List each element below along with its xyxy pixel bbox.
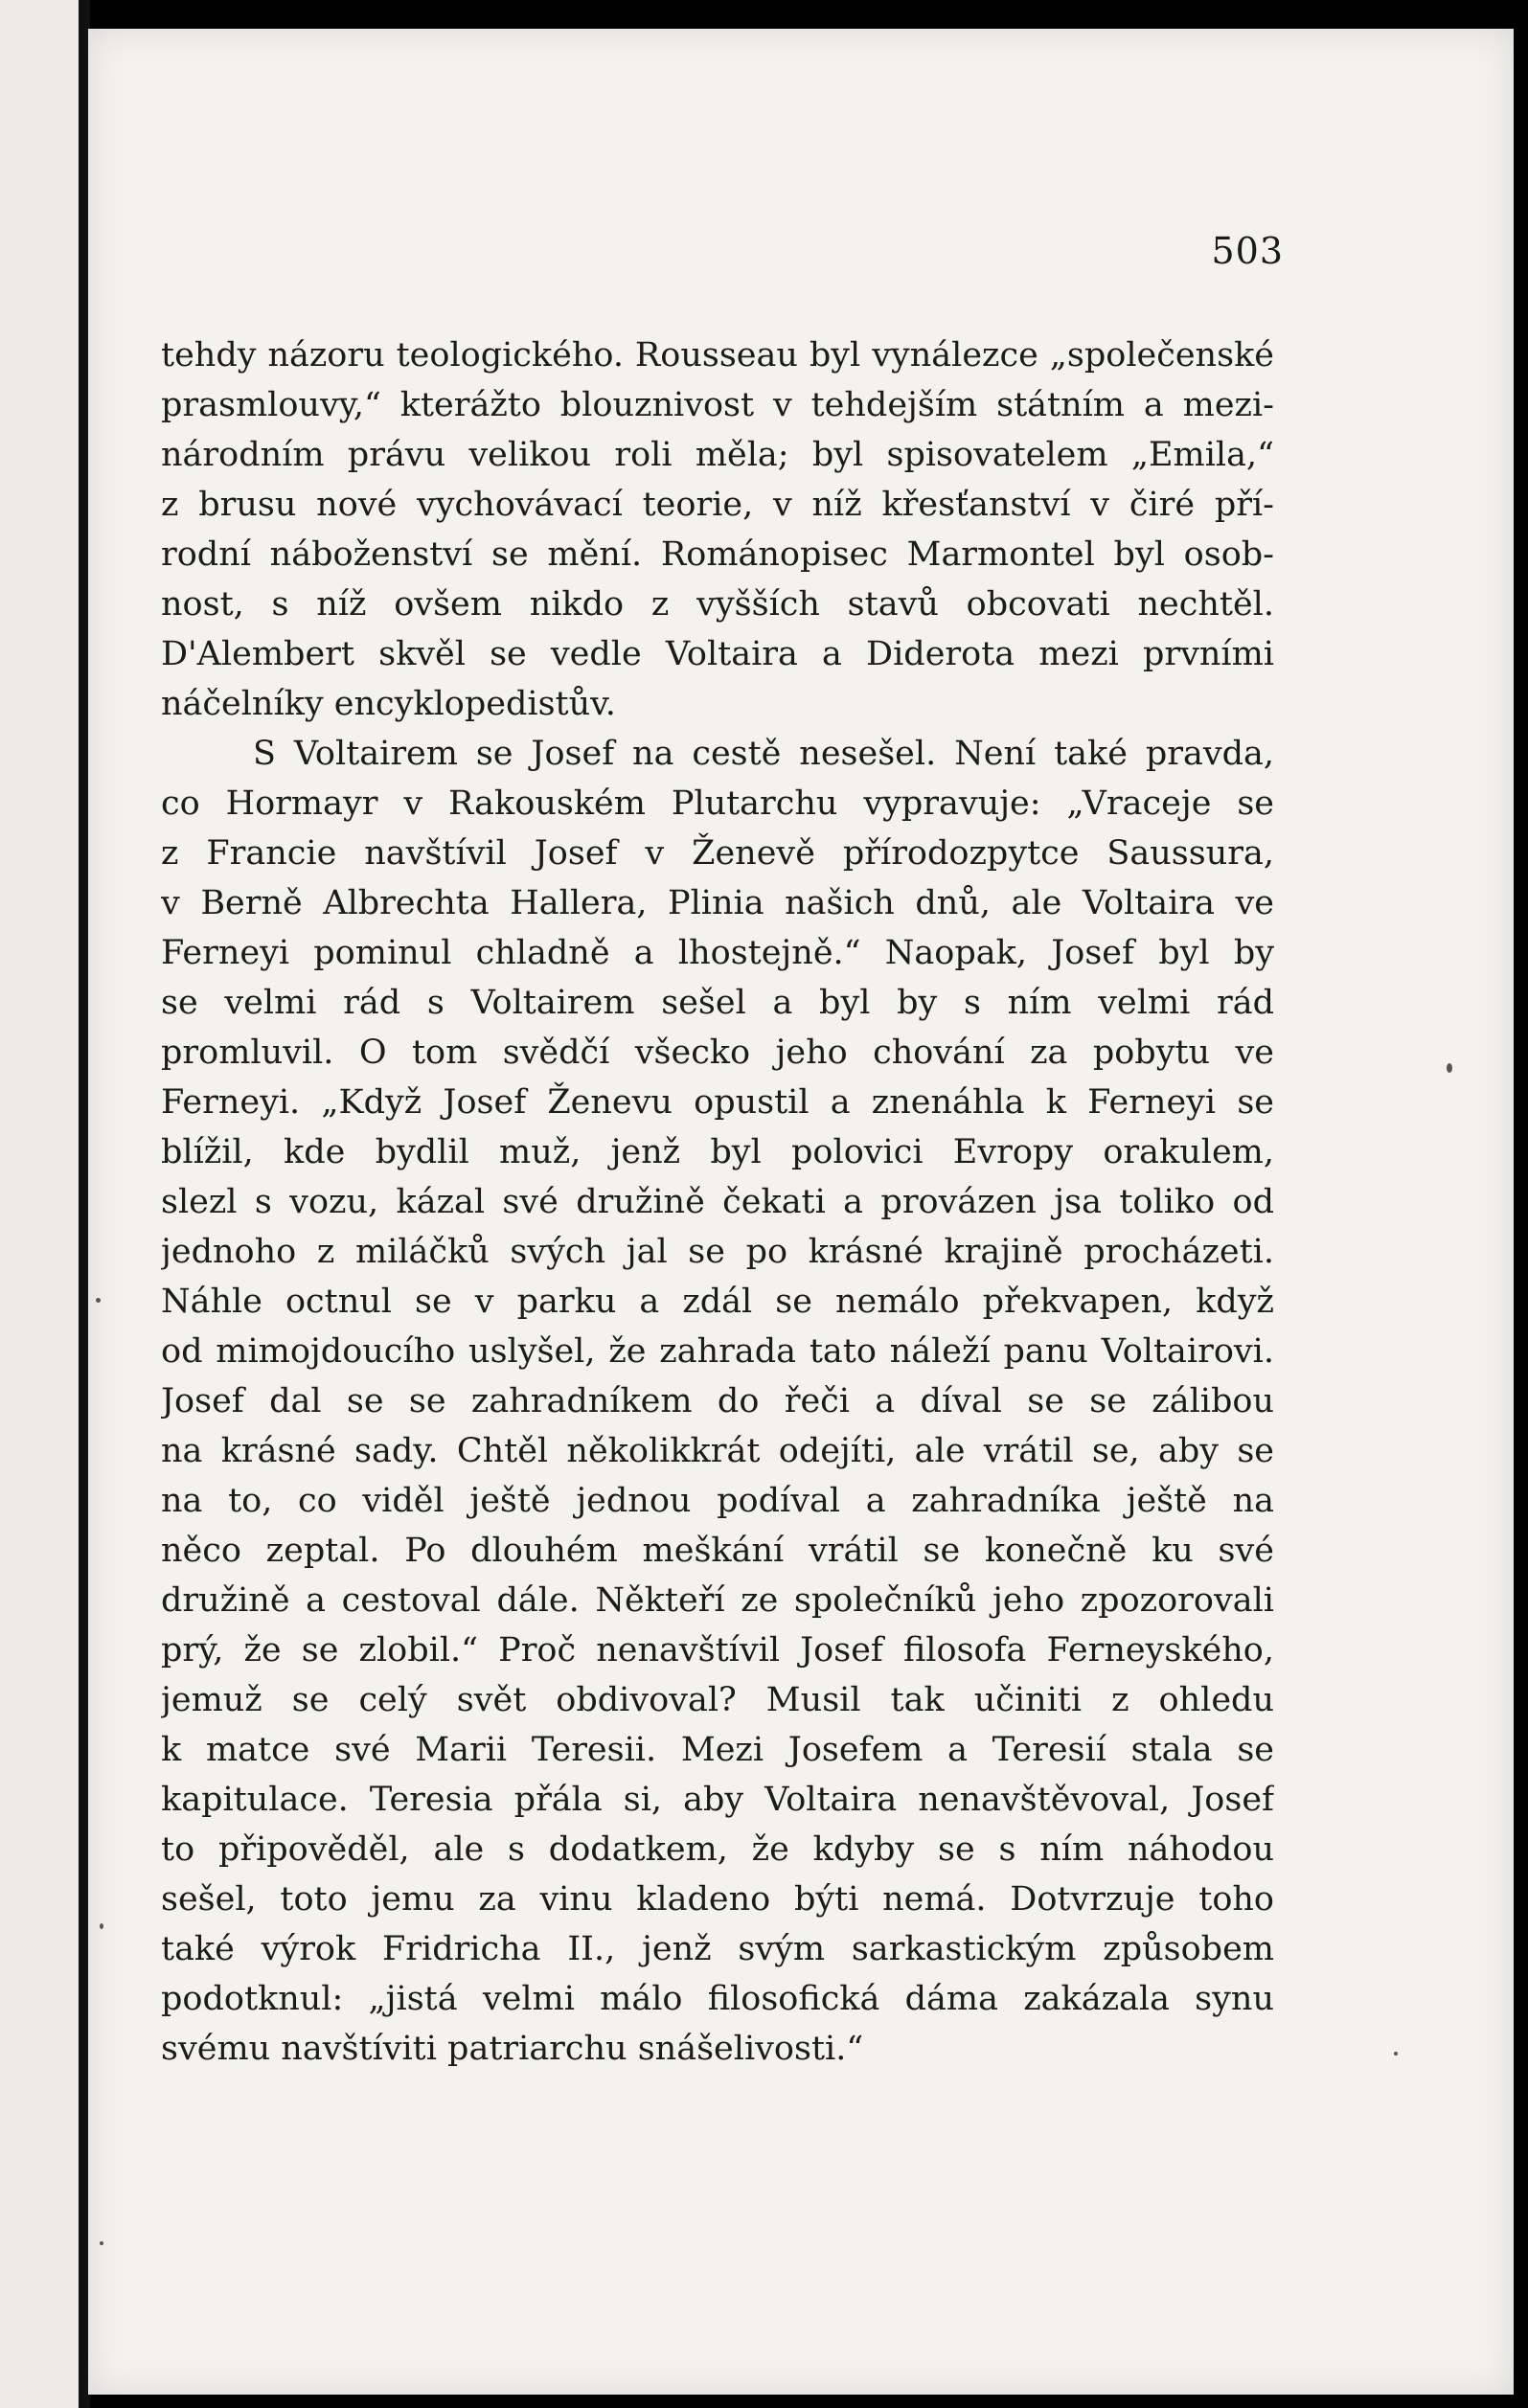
text-line: co Hormayr v Rakouském Plutarchu vypravuje: „Vraceje se <box>161 784 1274 823</box>
text-line: družině a cestoval dále. Někteří ze společníků jeho zpozorovali <box>161 1581 1274 1620</box>
dust-speck <box>1394 2052 1398 2056</box>
dust-speck <box>100 2241 103 2245</box>
text-line: k matce své Marii Teresii. Mezi Josefem a Teresií stala se <box>161 1731 1274 1769</box>
text-line: D'Alembert skvěl se vedle Voltaira a Diderota mezi prvními <box>161 635 1274 673</box>
text-line: Náhle octnul se v parku a zdál se nemálo překvapen, když <box>161 1283 1274 1321</box>
previous-page-edge <box>0 0 79 2408</box>
text-line: to připověděl, ale s dodatkem, že kdyby se s ním náhodou <box>161 1830 1274 1869</box>
text-line: prý, že se zlobil.“ Proč nenavštívil Josef filosofa Ferneyského, <box>161 1631 1274 1670</box>
text-line: prasmlouvy,“ kterážto blouznivost v tehdejším státním a mezi- <box>161 386 1274 424</box>
text-line: něco zeptal. Po dlouhém meškání vrátil se konečně ku své <box>161 1532 1274 1570</box>
text-line: nost, s níž ovšem nikdo z vyšších stavů obcovati nechtěl. <box>161 585 1274 624</box>
text-line: rodní náboženství se mění. Románopisec Marmontel byl osob- <box>161 535 1274 574</box>
dust-speck <box>1447 1063 1452 1073</box>
paragraph-1 <box>161 330 1274 729</box>
body-text <box>161 330 1274 2074</box>
dust-speck <box>100 1923 103 1929</box>
text-line: sešel, toto jemu za vinu kladeno býti nemá. Dotvrzuje toho <box>161 1880 1274 1919</box>
text-line: Ferneyi. „Když Josef Ženevu opustil a znenáhla k Ferneyi se <box>161 1083 1274 1122</box>
text-line: také výrok Fridricha II., jenž svým sarkastickým způsobem <box>161 1930 1274 1968</box>
text-line: jednoho z miláčků svých jal se po krásné krajině procházeti. <box>161 1233 1274 1271</box>
text-line: na krásné sady. Chtěl několikkrát odejíti, ale vrátil se, aby se <box>161 1432 1274 1470</box>
text-line: Ferneyi pominul chladně a lhostejně.“ Naopak, Josef byl by <box>161 934 1274 972</box>
text-line: kapitulace. Teresia přála si, aby Voltaira nenavštěvoval, Josef <box>161 1781 1274 1819</box>
text-line: z brusu nové vychovávací teorie, v níž křesťanství v čiré pří- <box>161 486 1274 524</box>
text-line: od mimojdoucího uslyšel, že zahrada tato náleží panu Voltairovi. <box>161 1332 1274 1371</box>
text-line: jemuž se celý svět obdivoval? Musil tak učiniti z ohledu <box>161 1681 1274 1719</box>
paragraph-2 <box>161 729 1274 2074</box>
text-line: na to, co viděl ještě jednou podíval a zahradníka ještě na <box>161 1482 1274 1520</box>
text-line: se velmi rád s Voltairem sešel a byl by s ním velmi rád <box>161 984 1274 1022</box>
text-line: promluvil. O tom svědčí všecko jeho chování za pobytu ve <box>161 1034 1274 1072</box>
text-line: blížil, kde bydlil muž, jenž byl polovici Evropy orakulem, <box>161 1133 1274 1171</box>
text-line: slezl s vozu, kázal své družině čekati a provázen jsa toliko od <box>161 1183 1274 1221</box>
text-line: náčelníky encyklopedistův. <box>161 685 616 723</box>
text-line: tehdy názoru teologického. Rousseau byl vynálezce „společenské <box>161 336 1274 375</box>
text-line: v Berně Albrechta Hallera, Plinia našich dnů, ale Voltaira ve <box>161 884 1274 922</box>
text-line: podotknul: „jistá velmi málo filosofická dáma zakázala synu <box>161 1980 1274 2018</box>
text-line: z Francie navštívil Josef v Ženevě přírodozpytce Saussura, <box>161 834 1274 873</box>
text-line: S Voltairem se Josef na cestě nesešel. Není také pravda, <box>253 735 1274 773</box>
text-line: národním právu velikou roli měla; byl spisovatelem „Emila,“ <box>161 436 1274 474</box>
text-line: svému navštíviti patriarchu snášelivosti.“ <box>161 2030 864 2068</box>
dust-speck <box>96 1298 101 1303</box>
page-number: 503 <box>1211 230 1284 272</box>
text-line: Josef dal se se zahradníkem do řeči a díval se se zálibou <box>161 1382 1274 1420</box>
